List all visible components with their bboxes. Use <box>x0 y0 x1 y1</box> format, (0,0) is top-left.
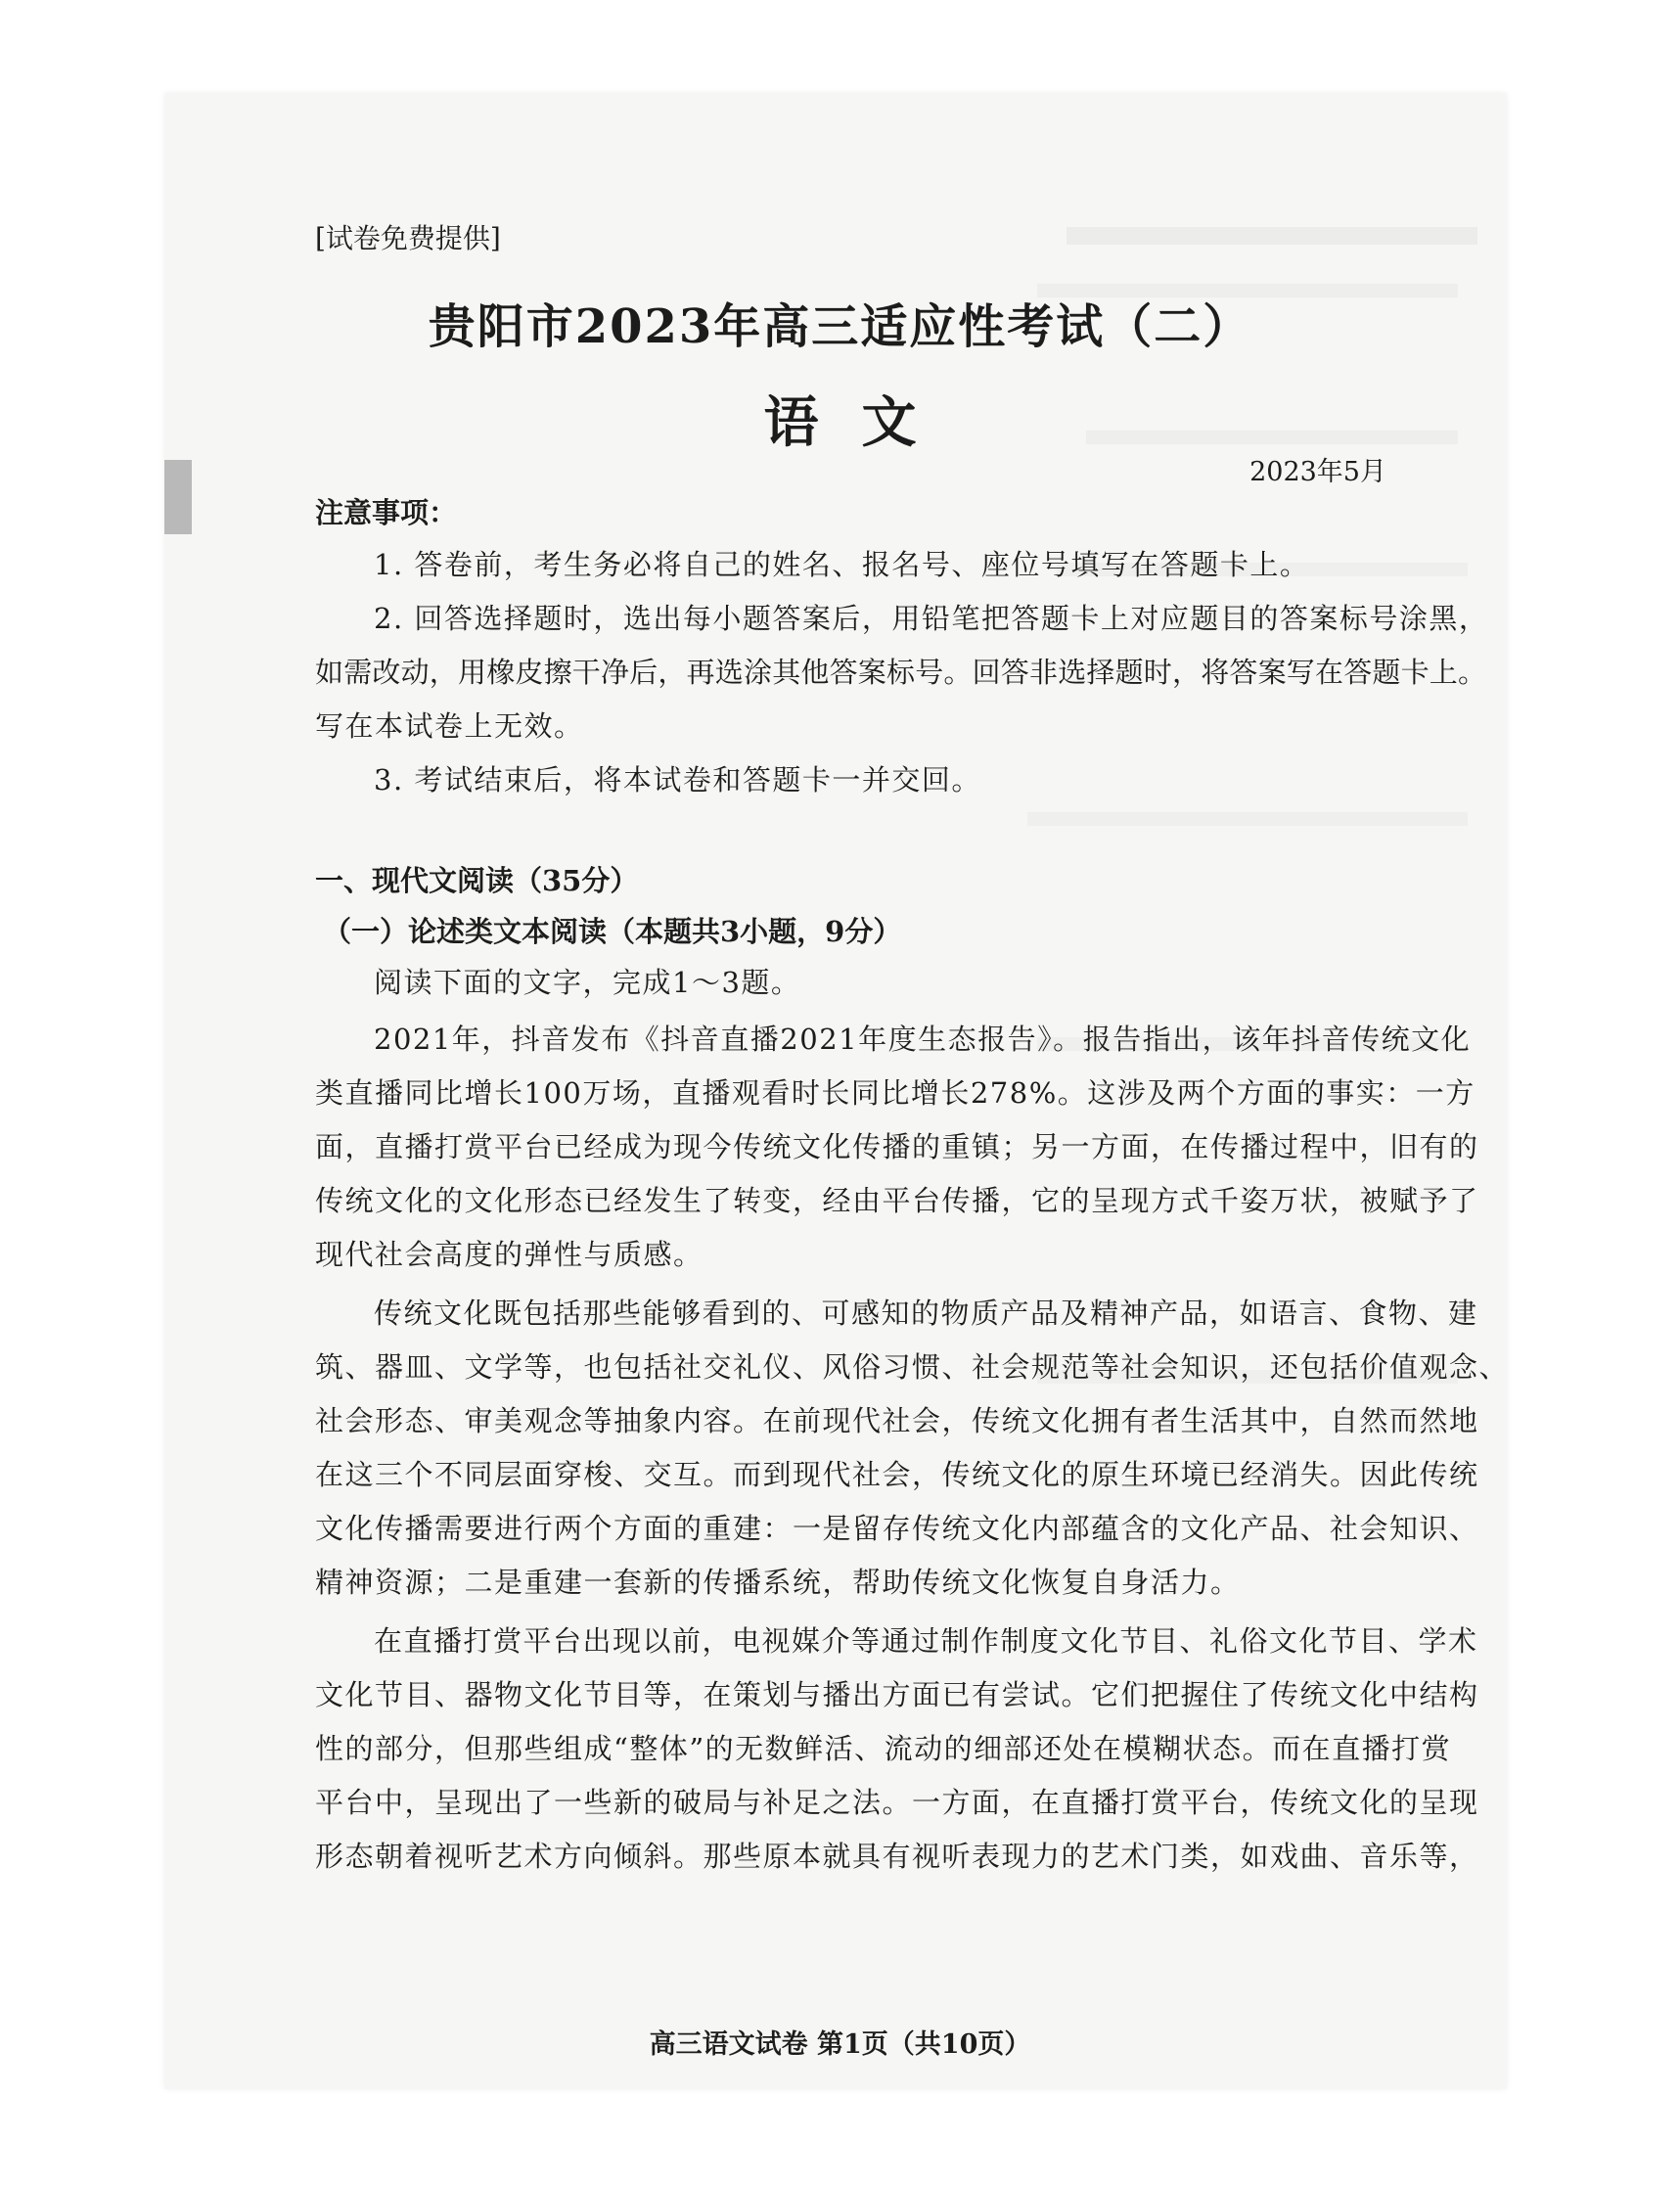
body-line: 2021年，抖音发布《抖音直播2021年度生态报告》。报告指出，该年抖音传统文化 <box>374 1023 1472 1056</box>
subsection-heading: （一）论述类文本阅读（本题共3小题，9分） <box>323 915 902 948</box>
body-line: 性的部分，但那些组成“整体”的无数鲜活、流动的细部还处在模糊状态。而在直播打赏 <box>315 1732 1452 1765</box>
notice-line: 如需改动，用橡皮擦干净后，再选涂其他答案标号。回答非选择题时，将答案写在答题卡上。 <box>315 656 1487 689</box>
reading-instruction: 阅读下面的文字，完成1～3题。 <box>374 966 801 999</box>
body-line: 在直播打赏平台出现以前，电视媒介等通过制作制度文化节目、礼俗文化节目、学术 <box>374 1624 1478 1658</box>
body-line: 社会形态、审美观念等抽象内容。在前现代社会，传统文化拥有者生活其中，自然而然地 <box>315 1404 1479 1437</box>
body-line: 现代社会高度的弹性与质感。 <box>315 1238 704 1271</box>
body-line: 文化传播需要进行两个方面的重建：一是留存传统文化内部蕴含的文化产品、社会知识、 <box>315 1512 1479 1545</box>
section-heading: 一、现代文阅读（35分） <box>315 864 639 897</box>
notice-line: 写在本试卷上无效。 <box>315 709 584 743</box>
body-line: 类直播同比增长100万场，直播观看时长同比增长278%。这涉及两个方面的事实：一方 <box>315 1076 1476 1110</box>
page-footer: 高三语文试卷 第1页（共10页） <box>649 2029 1031 2060</box>
exam-date: 2023年5月 <box>1249 457 1386 487</box>
body-line: 传统文化既包括那些能够看到的、可感知的物质产品及精神产品，如语言、食物、建 <box>374 1297 1478 1330</box>
notice-line: 2. 回答选择题时，选出每小题答案后，用铅笔把答题卡上对应题目的答案标号涂黑， <box>374 602 1489 635</box>
binding-mark <box>164 460 192 534</box>
body-line: 在这三个不同层面穿梭、交互。而到现代社会，传统文化的原生环境已经消失。因此传统 <box>315 1458 1479 1491</box>
notice-line: 1. 答卷前，考生务必将自己的姓名、报名号、座位号填写在答题卡上。 <box>374 548 1310 581</box>
body-line: 精神资源；二是重建一套新的传播系统，帮助传统文化恢复自身活力。 <box>315 1566 1241 1599</box>
notice-line: 3. 考试结束后，将本试卷和答题卡一并交回。 <box>374 763 981 797</box>
body-line: 面，直播打赏平台已经成为现今传统文化传播的重镇；另一方面，在传播过程中，旧有的 <box>315 1130 1479 1163</box>
body-line: 筑、器皿、文学等，也包括社交礼仪、风俗习惯、社会规范等社会知识，还包括价值观念、 <box>315 1350 1510 1384</box>
free-paper-tag: [试卷免费提供] <box>315 222 501 254</box>
notice-heading: 注意事项： <box>315 496 458 529</box>
body-line: 文化节目、器物文化节目等，在策划与播出方面已有尝试。它们把握住了传统文化中结构 <box>315 1678 1479 1711</box>
body-line: 传统文化的文化形态已经发生了转变，经由平台传播，它的呈现方式千姿万状，被赋予了 <box>315 1184 1479 1217</box>
body-line: 形态朝着视听艺术方向倾斜。那些原本就具有视听表现力的艺术门类，如戏曲、音乐等， <box>315 1840 1479 1873</box>
subject-title: 语文 <box>763 390 960 455</box>
body-line: 平台中，呈现出了一些新的破局与补足之法。一方面，在直播打赏平台，传统文化的呈现 <box>315 1786 1479 1819</box>
exam-title: 贵阳市2023年高三适应性考试（二） <box>428 299 1252 354</box>
